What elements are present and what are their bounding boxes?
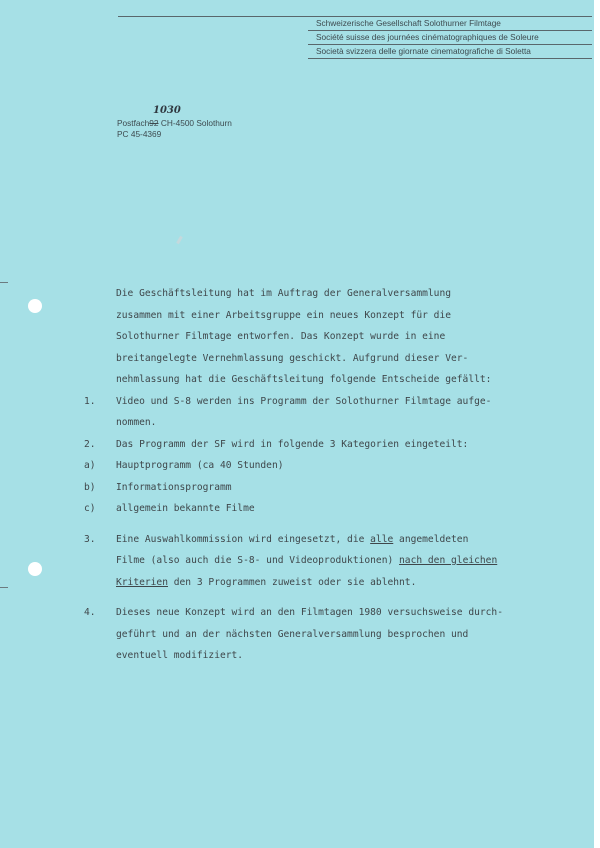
item-4-text: Dieses neue Konzept wird an den Filmtagen 1980 versuchsweise durch- (116, 607, 503, 618)
item-1-text: Video und S-8 werden ins Programm der Solothurner Filmtage aufge- (116, 395, 492, 407)
paper-speck (176, 236, 183, 244)
item-3-text: angemeldeten (393, 533, 469, 545)
item-4-continuation: eventuell modifiziert. (116, 650, 244, 661)
letterhead-rule (118, 16, 308, 17)
letterhead-line-it: Società svizzera delle giornate cinematografiche di Soletta (308, 44, 592, 59)
scan-edge (594, 0, 600, 848)
sub-item-label: a) (84, 460, 96, 471)
city-line: CH-4500 Solothurn (160, 118, 232, 128)
letterhead-line-de: Schweizerische Gesellschaft Solothurner Filmtage (308, 16, 592, 30)
intro-line: nehmlassung hat die Geschäftsleitung folgende Entscheide gefällt: (116, 374, 492, 385)
intro-line: breitangelegte Vernehmlassung geschickt. Aufgrund dieser Ver- (116, 352, 469, 364)
sub-item-label: b) (84, 481, 96, 493)
intro-line: Die Geschäftsleitung hat im Auftrag der Generalversammlung (116, 288, 452, 299)
spacer (84, 593, 584, 602)
item-3-text: Eine Auswahlkommission wird eingesetzt, die (116, 533, 371, 545)
underlined-phrase: nach den gleichen (399, 555, 498, 566)
letterhead-line-fr: Société suisse des journées cinématographiques de Soleure (308, 30, 592, 44)
underlined-alle: alle (370, 533, 394, 545)
item-2-number: 2. (84, 438, 96, 450)
item-3-text: den 3 Programmen zuweist oder sie ablehnt. (167, 576, 417, 588)
item-4 (84, 602, 584, 624)
item-2-text: Das Programm der SF wird in folgende 3 Kategorien eingeteilt: (116, 438, 469, 450)
underlined-kriterien: Kriterien (116, 576, 168, 588)
handwritten-postfach-number: 1030 (153, 105, 181, 116)
item-1 (84, 391, 584, 413)
sub-item-b (84, 477, 584, 499)
fold-mark (0, 282, 8, 283)
sender-address (117, 105, 232, 140)
postfach-label: Postfach (117, 118, 150, 128)
punch-hole (28, 299, 42, 313)
struck-postfach-number: 92 (149, 118, 159, 128)
sub-item-text: allgemein bekannte Filme (116, 503, 255, 514)
sub-item-a (84, 455, 584, 477)
fold-mark (0, 587, 8, 588)
sub-item-label: c) (84, 503, 96, 514)
item-4-number: 4. (84, 607, 96, 618)
item-4-continuation: geführt und an der nächsten Generalversammlung besprochen und (116, 628, 469, 640)
item-3-continuation (84, 550, 584, 572)
item-3-number: 3. (84, 533, 96, 545)
letterhead (308, 16, 592, 59)
intro-line: Solothurner Filmtage entworfen. Das Konzept wurde in eine (116, 331, 446, 342)
item-3 (84, 529, 584, 551)
item-1-number: 1. (84, 395, 96, 407)
sub-item-c (84, 498, 584, 520)
sub-item-text: Hauptprogramm (ca 40 Stunden) (116, 460, 284, 471)
item-3-text: Filme (also auch die S-8- und Videoproduktionen) (116, 555, 400, 566)
punch-hole (28, 562, 42, 576)
sub-item-text: Informationsprogramm (116, 481, 232, 493)
intro-line: zusammen mit einer Arbeitsgruppe ein neues Konzept für die (116, 309, 452, 321)
item-3-continuation (84, 572, 584, 594)
item-2 (84, 434, 584, 456)
item-1-continuation: nommen. (116, 417, 157, 428)
letter-body (84, 283, 584, 667)
spacer (84, 520, 584, 529)
postfach-line (117, 105, 232, 129)
postal-account: PC 45-4369 (117, 129, 162, 139)
